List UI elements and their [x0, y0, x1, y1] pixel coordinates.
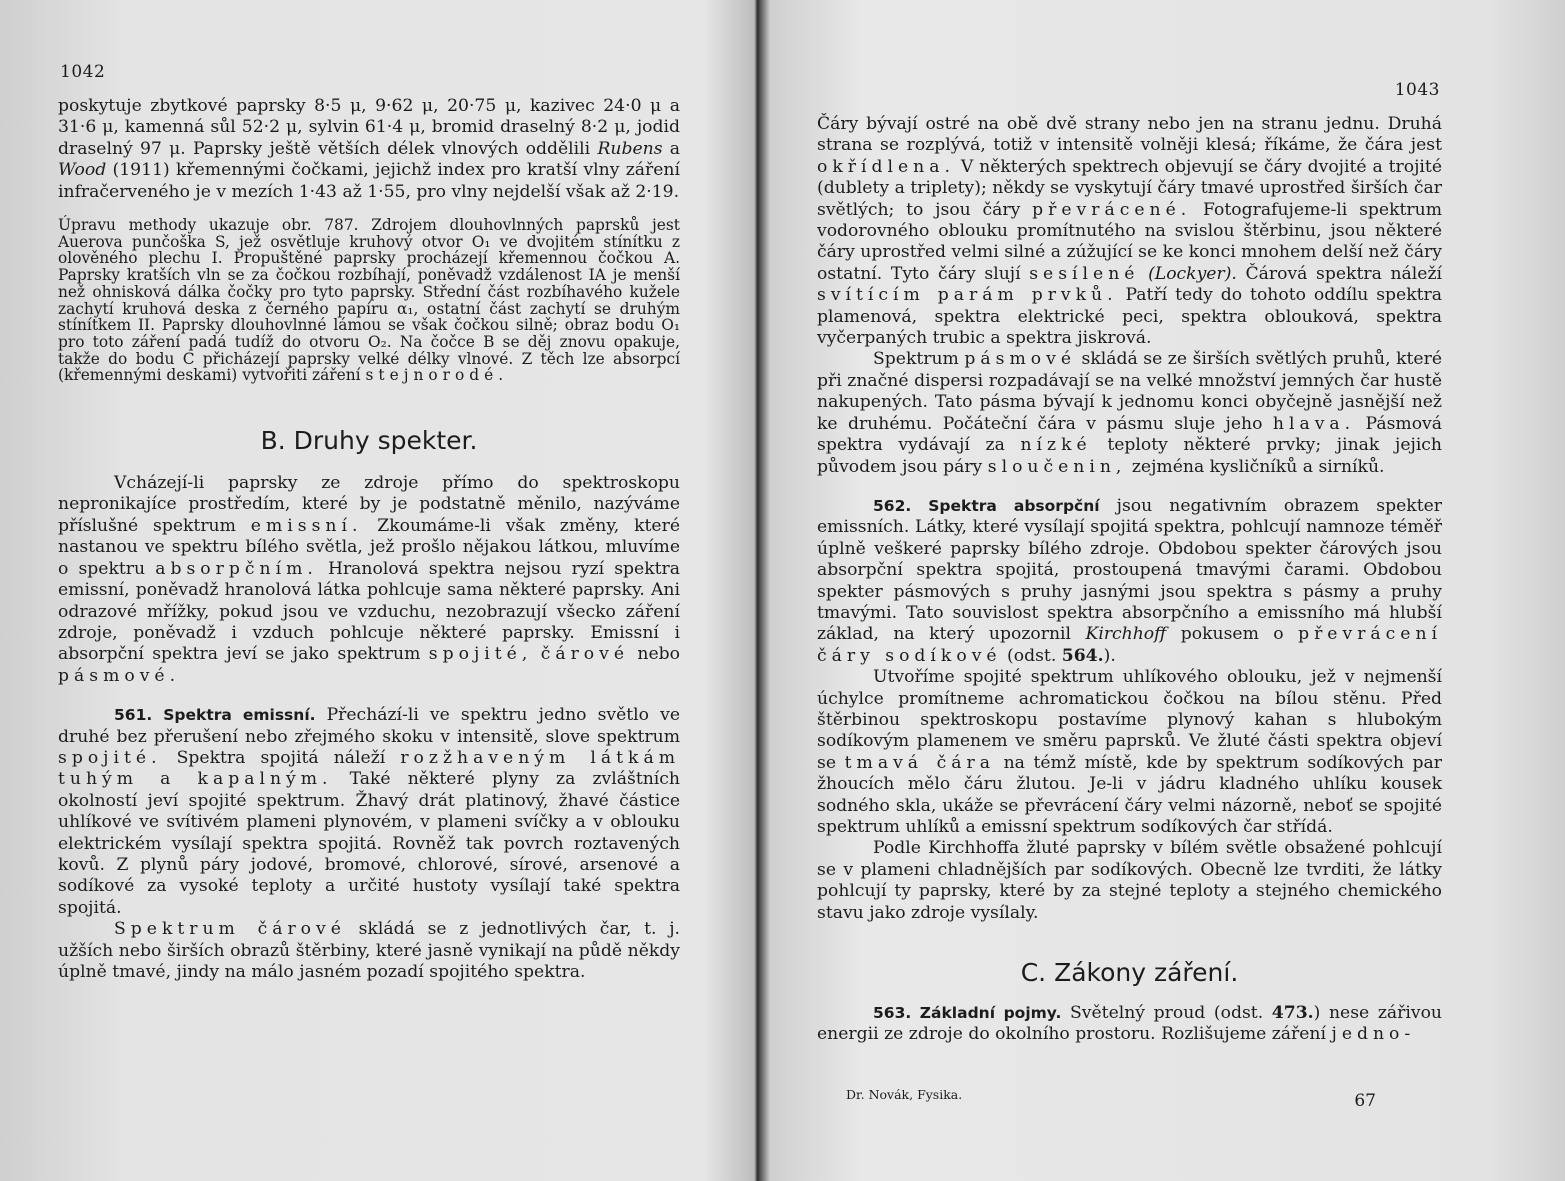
paragraph: Spektrum pásmové skládá se ze širších světlých pruhů, které při značné dispersi rozpadávají se na velké množství jemných čar hustě nakupených. Tato pásma bývají k jednomu konci obyčejně jasnější než ke druhému. Počáteční čára v pásmu sluje jeho hlava. Pásmová spektra vydávají za nízké teploty některé prvky; jinak jejich původem jsou páry sloučenin, zejména kysličníků a sirníků. [817, 349, 1443, 477]
page-number: 1042 [60, 62, 106, 82]
author-name: Rubens [597, 138, 663, 159]
small-print-paragraph: Úpravu methody ukazuje obr. 787. Zdrojem dlouhovlnných paprsků jest Auerova punčoška S, jež osvětluje kruhový otvor O₁ ve dvojitém stínítku z olověného plechu I. Propuštěné paprsky procházejí křemennou čočkou A. Paprsky kratších vln se za čočkou rozbíhají, poněvadž vzdálenost IA je menší než ohnisková dálka čočky pro tyto paprsky. Střední část rozbíhavého kužele zachytí kruhová deska z černého papíru α₁, ostatní část zachytí se druhým stínítkem II. Paprsky dlouhovlnné lámou se však čočkou silně; obraz bodu O₁ pro toto záření padá tudíž do otvoru O₂. Na čočce B se děj znovu opakuje, takže do bodu C přicházejí paprsky velké délky vlnové. Z těch lze absorpcí (křemennými deskami) vytvořiti záření stejnorodé. [58, 216, 680, 385]
paragraph: Utvoříme spojité spektrum uhlíkového oblouku, jež v nejmenší úchylce promítneme achromatickou čočkou na bílou stěnu. Před štěrbinou spektroskopu postavíme plynový kahan s hlubokým sodíkovým plamenem ve směru paprsků. Ve žluté části spektra objeví se tmavá čára na témž místě, kde by spektrum sodíkových par žhoucích mělo čáru žlutou. Je-li v jádru kladného uhlíku kousek sodného skla, ukáže se převrácení čáry velmi názorně, neboť se spojité spektrum uhlíků a emissní spektrum sodíkových čar střídá. [817, 667, 1442, 837]
section-title: 563. Základní pojmy. [873, 1004, 1062, 1023]
paragraph: poskytuje zbytkové paprsky 8·5 μ, 9·62 μ, 20·75 μ, kazivec 24·0 μ a 31·6 μ, kamenná sůl 52·2 μ, sylvin 61·4 μ, bromid draselný 8·2 μ, jodid draselný 97 μ. Paprsky ještě větších délek vlnových oddělili Rubens a Wood (1911) křemennými čočkami, jejichž index pro kratší vlny záření infračerveného je v mezích 1·43 až 1·55, pro vlny nejdelší však až 2·19. [58, 96, 681, 202]
section-heading: C. Zákony záření. [1020, 958, 1239, 988]
section-title: 561. Spektra emissní. [114, 706, 316, 725]
paragraph: Spektrum čárové skládá se z jednotlivých čar, t. j. užších nebo širších obrazů štěrbiny, které jasně vynikají na půdě někdy úplně tmavé, jindy na málo jasném pozadí spojitého spektra. [58, 919, 680, 982]
section-heading: B. Druhy spekter. [260, 426, 478, 456]
author-name: Wood [58, 160, 107, 181]
page-number: 1043 [1394, 80, 1440, 100]
sheet-number: 67 [1354, 1091, 1376, 1111]
author-name: Kirchhoff [1085, 624, 1167, 645]
author-name: (Lockyer). [1148, 263, 1237, 284]
section-title: 562. Spektra absorpční [873, 496, 1100, 515]
right-text-column [817, 114, 1442, 1046]
paragraph: Podle Kirchhoffa žluté paprsky v bílém světle obsažené pohlcují se v plameni chladnějších par sodíkových. Obecně lze tvrditi, že látky pohlcují ty paprsky, které by za stejné teploty a stejného chemického stavu jako zdroje vysílaly. [817, 838, 1442, 923]
left-page [0, 0, 752, 1181]
left-text-column [58, 96, 680, 983]
paragraph: Čáry bývají ostré na obě dvě strany nebo jen na stranu jednu. Druhá strana se rozplývá, totiž v intensitě volněji klesá; říkáme, že čára jest okřídlena. V některých spektrech objevují se čáry dvojité a trojité (dublety a triplety); někdy se vyskytují čáry tmavé uprostřed širších čar světlých; to jsou čáry převrácené. Fotografujeme-li spektrum vodorovného oblouku promítnutého na svislou štěrbinu, jsou některé čáry uprostřed velmi silné a zúžující se ke konci mnohem delší než čáry ostatní. Tyto čáry slují sesílené (Lockyer). Čárová spektra náleží svítícím parám prvků. Patří tedy do tohoto oddílu spektra plamenová, spektra elektrické peci, spektra oblouková, spektra vyčerpaných trubic a spektra jiskrová. [817, 114, 1442, 349]
footer-author: Dr. Novák, Fysika. [846, 1087, 963, 1102]
page-footer [846, 1087, 1376, 1111]
right-page [762, 0, 1565, 1181]
section-562: 562. Spektra absorpční jsou negativním obrazem spekter emissních. Látky, které vysílají spojitá spektra, pohlcují namnoze téměř úplně veškeré paprsky bílého zdroje. Obdobou spekter čárových jsou absorpční spektra spojitá, prostoupená tmavými čarami. Obdobou spekter pásmových s pruhy jasnými jsou spektra s pásmy a pruhy tmavými. Tato souvislost spektra absorpčního a emissního má hlubší základ, na který upozornil Kirchhoff pokusem o převrácení čáry sodíkové (odst. 564.). [817, 495, 1443, 666]
section-563: 563. Základní pojmy. Světelný proud (odst. 473.) nese zářivou energii ze zdroje do okolního prostoru. Rozlišujeme záření jedno- [817, 1003, 1442, 1045]
section-561: 561. Spektra emissní. Přechází-li ve spektru jedno světlo ve druhé bez přerušení nebo zřejmého skoku v intensitě, slove spektrum spojité. Spektra spojitá náleží rozžhaveným látkám tuhým a kapalným. Také některé plyny za zvláštních okolností jeví spojité spektrum. Žhavý drát platinový, žhavé částice uhlíkové ve svítivém plameni plynovém, v plameni svíčky a v oblouku elektrickém vysílají spektra spojitá. Rovněž tak povrch roztavených kovů. Z plynů páry jodové, bromové, chlorové, sírové, arsenové a sodíkové za vysoké teploty a určité hustoty vysílají také spektra spojitá. [58, 705, 680, 918]
paragraph: Vcházejí-li paprsky ze zdroje přímo do spektroskopu nepronikajíce prostředím, které by je podstatně měnilo, nazýváme příslušné spektrum emissní. Zkoumáme-li však změny, které nastanou ve spektru bílého světla, jež prošlo nějakou látkou, mluvíme o spektru absorpčním. Hranolová spektra nejsou ryzí spektra emissní, poněvadž hranolová látka pohlcuje sama některé paprsky. Ani odrazové mřížky, pokud jsou ve vzduchu, nezobrazují všecko záření zdroje, poněvadž i vzduch pohlcuje některé paprsky. Emissní i absorpční spektra jeví se jako spektrum spojité, čárové nebo pásmové. [58, 473, 680, 686]
